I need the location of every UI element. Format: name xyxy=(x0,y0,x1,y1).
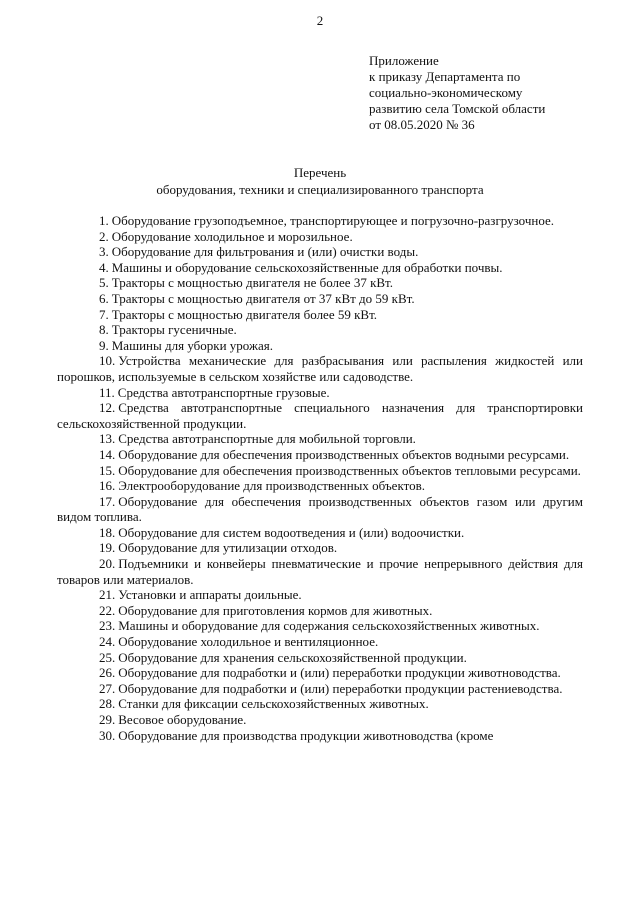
list-item-number: 1. xyxy=(99,213,109,228)
list-item-number: 7. xyxy=(99,306,109,322)
list-item-number: 3. xyxy=(99,244,109,260)
list-item-number: 2. xyxy=(99,228,109,244)
list-item-number: 17. xyxy=(99,493,116,509)
list-item-text: Оборудование для обеспечения производственных объектов водными ресурсами. xyxy=(118,446,570,462)
list-item-number: 30. xyxy=(99,727,116,743)
list-item-number: 29. xyxy=(99,712,116,727)
list-item-text: Машины и оборудование для содержания сельскохозяйственных животных. xyxy=(118,618,540,634)
list-item-number: 18. xyxy=(99,524,116,540)
list-item xyxy=(57,650,583,666)
list-item-text: Оборудование для систем водоотведения и (или) водоочистки. xyxy=(118,524,465,540)
list-item-text: Устройства механические для разбрасывания или распыления жидкостей или порошков, используемые в сельском хозяйстве или садоводстве. xyxy=(57,353,583,384)
list-item-text: Оборудование для фильтрования и (или) очистки воды. xyxy=(111,244,419,260)
list-item xyxy=(57,431,583,447)
appendix-line: развитию села Томской области xyxy=(369,101,546,116)
list-item-number: 8. xyxy=(99,322,109,338)
list-item-number: 27. xyxy=(99,680,116,696)
list-item-text: Оборудование для обеспечения производственных объектов газом или другим видом топлива. xyxy=(57,493,583,525)
list-item-text: Установки и аппараты доильные. xyxy=(118,587,302,603)
list-item xyxy=(57,618,583,634)
list-item xyxy=(57,494,583,525)
list-item-number: 26. xyxy=(99,665,116,681)
list-item-text: Электрооборудование для производственных объектов. xyxy=(118,478,425,494)
list-item-number: 22. xyxy=(99,602,116,618)
list-item-number: 16. xyxy=(99,478,116,494)
list-item-number: 14. xyxy=(99,446,116,462)
list-item xyxy=(57,400,583,431)
list-item-text: Оборудование грузоподъемное, транспортирующее и погрузочно-разгрузочное. xyxy=(111,213,555,228)
appendix-line: от 08.05.2020 № 36 xyxy=(369,117,475,132)
list-item-number: 4. xyxy=(99,259,109,275)
list-item-number: 15. xyxy=(99,462,116,478)
list-item-text: Машины для уборки урожая. xyxy=(111,337,273,353)
appendix-block xyxy=(369,53,619,133)
list-item xyxy=(57,556,583,587)
list-item xyxy=(57,634,583,650)
equipment-list xyxy=(57,213,583,743)
list-item-number: 21. xyxy=(99,587,116,603)
list-item-text: Оборудование холодильное и морозильное. xyxy=(111,228,353,244)
list-item-number: 23. xyxy=(99,618,116,634)
list-item-number: 11. xyxy=(99,384,115,400)
list-item-number: 20. xyxy=(99,556,116,572)
list-item-text: Оборудование для утилизации отходов. xyxy=(118,540,338,556)
list-item-text: Станки для фиксации сельскохозяйственных животных. xyxy=(118,696,429,712)
list-item-number: 25. xyxy=(99,649,116,665)
list-item xyxy=(57,447,583,463)
list-item xyxy=(57,587,583,603)
list-item xyxy=(57,696,583,712)
list-item-number: 5. xyxy=(99,275,109,291)
list-item-text: Средства автотранспортные для мобильной торговли. xyxy=(118,431,416,447)
list-item-number: 12. xyxy=(99,400,116,416)
list-item-text: Весовое оборудование. xyxy=(118,712,247,727)
list-item-text: Тракторы с мощностью двигателя от 37 кВт до 59 кВт. xyxy=(111,290,415,306)
list-item xyxy=(57,681,583,697)
list-item-text: Тракторы с мощностью двигателя более 59 кВт. xyxy=(111,306,378,322)
list-item-text: Оборудование для приготовления кормов для животных. xyxy=(118,602,433,618)
list-item xyxy=(57,665,583,681)
list-item xyxy=(57,603,583,619)
list-item-text: Оборудование для производства продукции животноводства (кроме xyxy=(118,727,494,743)
list-item xyxy=(57,322,583,338)
list-item-text: Оборудование для подработки и (или) переработки продукции растениеводства. xyxy=(118,680,563,696)
list-item xyxy=(57,291,583,307)
list-item xyxy=(57,478,583,494)
list-item xyxy=(57,275,583,291)
list-item-text: Оборудование для подработки и (или) переработки продукции животноводства. xyxy=(118,665,561,681)
list-item xyxy=(57,229,583,245)
appendix-line: к приказу Департамента по xyxy=(369,69,521,84)
document-title xyxy=(0,164,640,198)
list-item-text: Машины и оборудование сельскохозяйственные для обработки почвы. xyxy=(111,259,503,275)
list-item xyxy=(57,463,583,479)
appendix-line: социально-экономическому xyxy=(369,85,523,100)
title-heading: Перечень xyxy=(293,165,347,180)
list-item-number: 10. xyxy=(99,353,116,369)
list-item xyxy=(57,540,583,556)
list-item-number: 13. xyxy=(99,431,116,447)
list-item xyxy=(57,385,583,401)
list-item xyxy=(57,712,583,728)
list-item xyxy=(57,338,583,354)
list-item xyxy=(57,525,583,541)
list-item xyxy=(57,353,583,384)
list-item-text: Средства автотранспортные специального назначения для транспортировки сельскохозяйственной продукции. xyxy=(57,400,583,431)
title-subheading: оборудования, техники и специализированного транспорта xyxy=(156,182,484,197)
list-item-text: Оборудование для обеспечения производственных объектов тепловыми ресурсами. xyxy=(118,462,581,478)
page-number: 2 xyxy=(316,13,324,28)
list-item-text: Тракторы с мощностью двигателя не более 37 кВт. xyxy=(111,275,394,291)
list-item xyxy=(57,728,583,744)
list-item-text: Средства автотранспортные грузовые. xyxy=(117,384,330,400)
list-item-number: 6. xyxy=(99,290,109,306)
list-item xyxy=(57,307,583,323)
list-item-number: 9. xyxy=(99,337,109,353)
appendix-line: Приложение xyxy=(369,53,439,68)
list-item xyxy=(57,260,583,276)
list-item xyxy=(57,213,583,229)
list-item-text: Оборудование для хранения сельскохозяйственной продукции. xyxy=(118,649,467,665)
list-item-text: Оборудование холодильное и вентиляционное. xyxy=(118,634,379,650)
list-item-text: Тракторы гусеничные. xyxy=(111,322,237,338)
list-item-text: Подъемники и конвейеры пневматические и прочие непрерывного действия для товаров или материалов. xyxy=(57,556,583,587)
list-item-number: 19. xyxy=(99,540,116,556)
list-item-number: 28. xyxy=(99,696,116,712)
list-item xyxy=(57,244,583,260)
list-item-number: 24. xyxy=(99,634,116,650)
